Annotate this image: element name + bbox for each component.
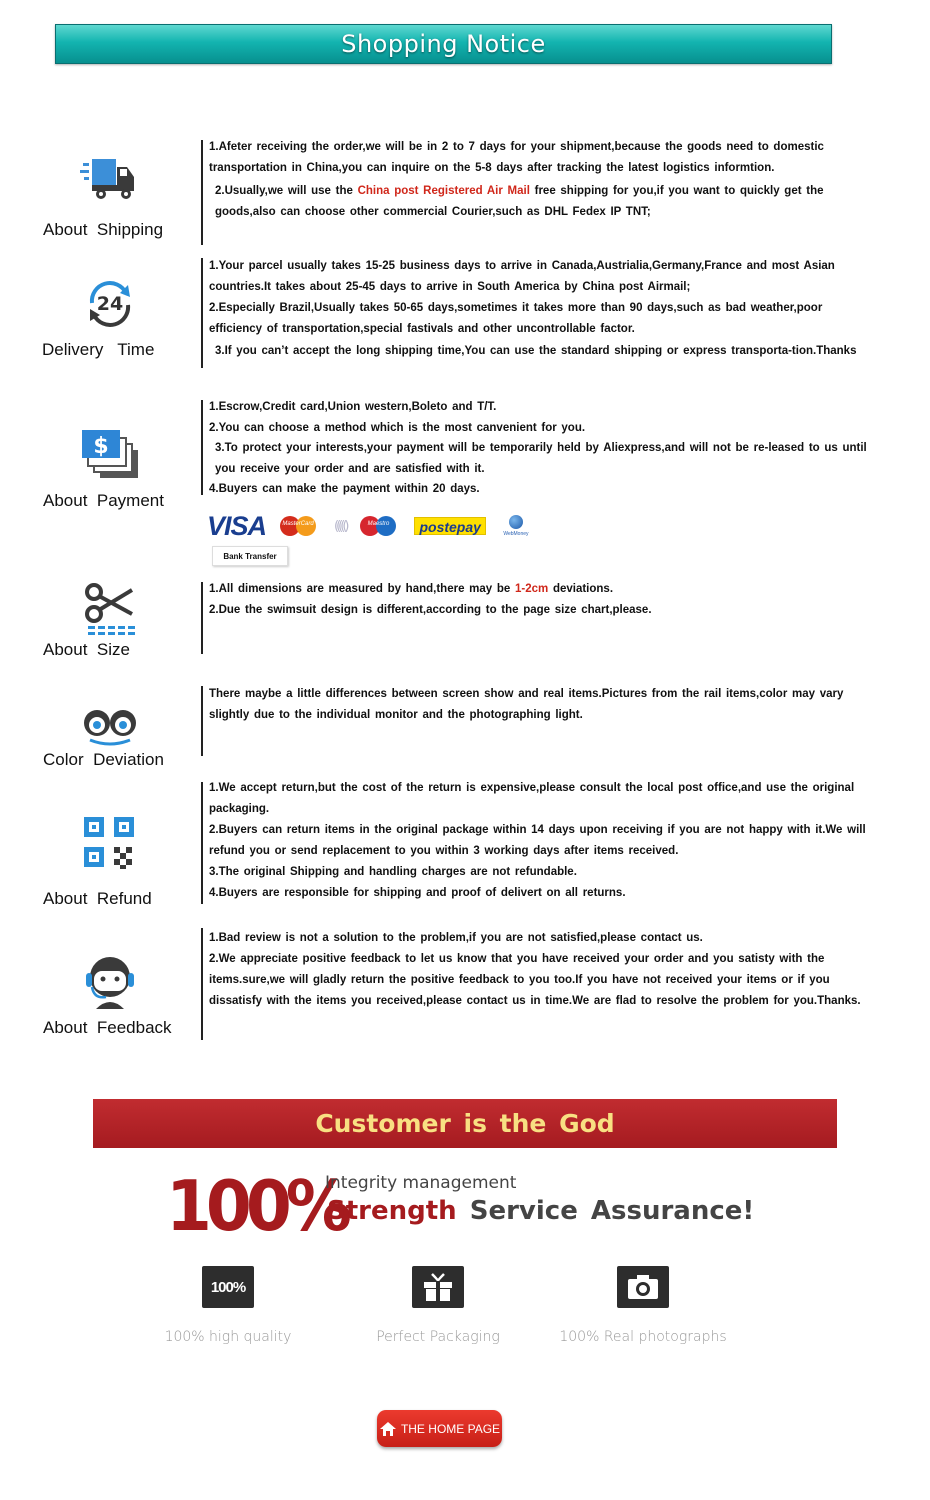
color-text [209, 684, 874, 726]
postepay-logo: postepay [414, 517, 485, 535]
svg-text:$: $ [93, 434, 109, 459]
delivery-p1: 1.Your parcel usually takes 15-25 business days to arrive in Canada,Austrialia,Germany,France and most Asian countries.It takes about 25-45 days to arrive in South America by China post Airmail; [209, 260, 835, 293]
dollar-bills-icon [80, 428, 140, 488]
integrity-management-text: Integrity management [325, 1173, 517, 1193]
payment-p2: 2.You can choose a method which is the most canvenient for you. [209, 421, 586, 434]
headset-agent-icon [80, 953, 140, 1013]
china-post-highlight: China post Registered Air Mail [357, 185, 530, 197]
eyes-icon [80, 698, 140, 758]
section-divider [201, 582, 203, 654]
camera-icon [617, 1266, 669, 1308]
refund-p4: 4.Buyers are responsible for shipping and proof of delivert on all returns. [209, 887, 626, 899]
section-divider [201, 258, 203, 368]
big-100-percent: 100% [166, 1166, 346, 1247]
about-payment-title: About Payment [43, 491, 164, 510]
section-divider [201, 400, 203, 495]
payment-p3: 3.To protect your interests,your payment will be temporarily held by Aliexpress,and will not be re-leased to us until you receive your order and are satisfied with it. [215, 442, 867, 475]
size-p2: 2.Due the swimsuit design is different,according to the page size chart,please. [209, 604, 652, 616]
payment-text [209, 397, 874, 500]
size-text [209, 579, 874, 621]
shopping-notice-banner [55, 24, 832, 64]
payment-p4: 4.Buyers can make the payment within 20 days. [209, 483, 480, 495]
shopping-notice-title: Shopping Notice [341, 30, 546, 58]
refund-p1: 1.We accept return,but the cost of the return is expensive,please consult the local post office,and use the original packaging. [209, 782, 855, 815]
about-size-title: About Size [43, 640, 130, 659]
qr-code-icon [80, 815, 140, 875]
home-icon [379, 1421, 397, 1437]
gift-box-icon [412, 1266, 464, 1308]
feature-packaging: Perfect Packaging [338, 1266, 538, 1345]
mastercard-logo: MasterCard [278, 513, 318, 539]
delivery-p3: 3.If you can’t accept the long shipping time,You can use the standard shipping or express transporta-tion.Thanks [215, 345, 857, 357]
feedback-text [209, 928, 874, 1012]
customer-god-banner [93, 1099, 837, 1148]
visa-logo: VISA [207, 510, 267, 541]
webmoney-logo: WebMoney [500, 515, 532, 537]
section-divider [201, 782, 203, 904]
payment-logos [207, 508, 532, 544]
maestro-logo: Maestro [358, 513, 398, 539]
shipping-text [209, 137, 874, 223]
strength-word: Strength [327, 1196, 457, 1226]
paypass-logo: ((((() [334, 518, 347, 534]
shipping-p1: 1.Afeter receiving the order,we will be in 2 to 7 days for your shipment,because the goods need to domestic transportation in China,you can inquire on the 5-8 days after tracking the latest logistics informtion. [209, 141, 824, 174]
refund-p2: 2.Buyers can return items in the original package within 14 days upon receiving if you are not happy with it.We will refund you or send replacement to you within 3 working days after items received. [209, 824, 866, 857]
feedback-p2: 2.We appreciate positive feedback to let us know that you have received your order and you satisty with the items.sure,we will gladly return the positive feedback to you too.If you have not received your items or if you dissatisfy with the items you received,please contact us in time.We are flad to resolve the problem for you.Thanks. [209, 953, 861, 1007]
bank-transfer-logo: Bank Transfer [212, 546, 288, 566]
feedback-p1: 1.Bad review is not a solution to the problem,if you are not satisfied,please contact us. [209, 932, 703, 944]
feature-high-quality: 100% 100% high quality [128, 1266, 328, 1345]
delivery-text [209, 256, 874, 362]
scissors-icon [80, 582, 140, 642]
section-divider [201, 140, 203, 245]
home-page-button[interactable] [377, 1410, 502, 1447]
about-refund-title: About Refund [43, 889, 152, 908]
section-divider [201, 686, 203, 756]
customer-god-title: Customer is the God [315, 1109, 615, 1138]
color-p1: There maybe a little differences between screen show and real items.Pictures from the rail items,color may vary slightly due to the individual monitor and the photographing light. [209, 688, 844, 721]
delivery-time-title: Delivery Time [42, 340, 155, 359]
delivery-p2: 2.Especially Brazil,Usually takes 50-65 days,sometimes it takes more than 90 days,such as bad weather,poor efficiency of transportation,special fastivals and other uncontrollable factor. [209, 302, 823, 335]
deviation-highlight: 1-2cm [515, 583, 549, 595]
home-page-label: THE HOME PAGE [400, 1421, 501, 1436]
24-hour-icon [80, 275, 140, 335]
size-p1: 1.All dimensions are measured by hand,there may be 1-2cm deviations. [209, 583, 614, 595]
truck-icon [80, 155, 140, 215]
about-feedback-title: About Feedback [43, 1018, 172, 1037]
refund-text [209, 778, 874, 904]
100-percent-icon: 100% [202, 1266, 254, 1308]
shipping-p2: 2.Usually,we will use the China post Registered Air Mail free shipping for you,if you want to quickly get the goods,also can choose other commercial Courier,such as DHL Fedex IP TNT; [215, 185, 824, 218]
payment-p1: 1.Escrow,Credit card,Union western,Boleto and T/T. [209, 401, 497, 413]
color-deviation-title: Color Deviation [43, 750, 164, 769]
about-shipping-title: About Shipping [43, 220, 164, 239]
section-divider [201, 928, 203, 1040]
refund-p3: 3.The original Shipping and handling charges are not refundable. [209, 866, 577, 878]
svg-text:24: 24 [96, 293, 124, 315]
feature-real-photos: 100% Real photographs [543, 1266, 743, 1345]
service-assurance-text: Strength Service Assurance! [327, 1196, 755, 1226]
